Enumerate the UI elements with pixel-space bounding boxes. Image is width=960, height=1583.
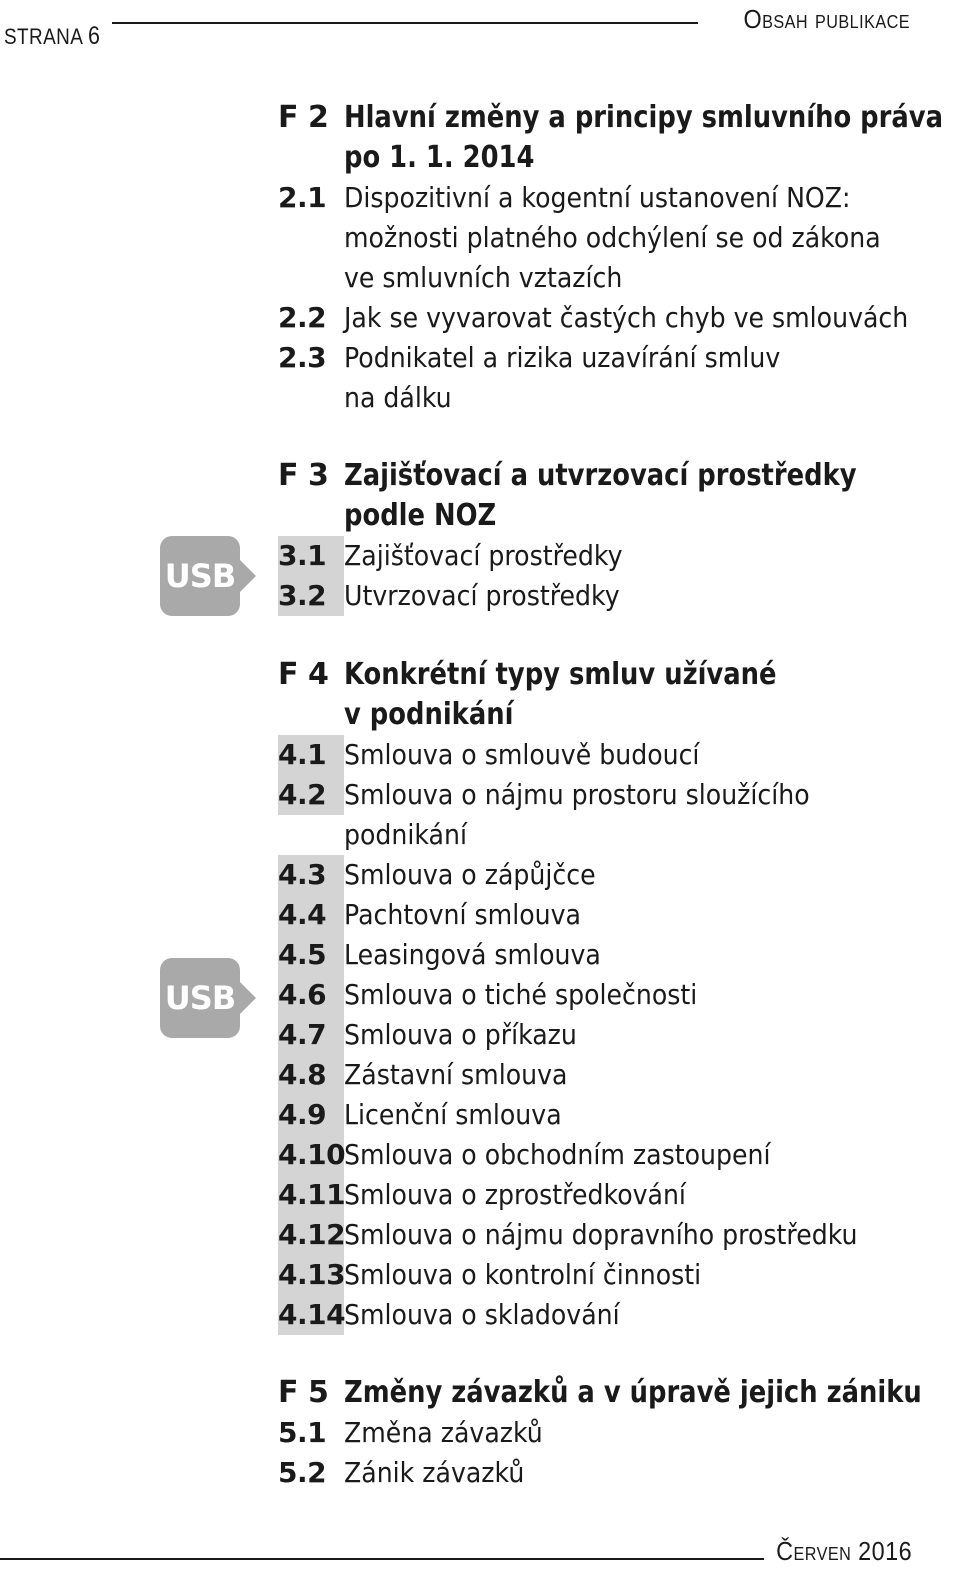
toc-section-f2: [278, 98, 958, 418]
toc-entry-number: 4.3: [278, 855, 344, 895]
toc-entry-number: F 5: [278, 1375, 329, 1410]
toc-entry-title: Utvrzovací prostředky: [344, 579, 620, 612]
toc-chapter-heading: [278, 695, 958, 735]
toc-entry-title: ve smluvních vztazích: [344, 261, 623, 294]
toc-entry-number: 4.2: [278, 775, 344, 815]
toc-entry: [278, 576, 958, 616]
toc-entry-number: F 4: [278, 657, 329, 692]
toc-entry: [278, 178, 958, 218]
toc-section-f4: [278, 655, 958, 1335]
toc-entry: [278, 935, 958, 975]
page-footer: [0, 1530, 960, 1580]
toc-entry-title: Smlouva o tiché společnosti: [344, 978, 698, 1011]
page-label: STRANA: [4, 24, 83, 49]
toc-section-f3: [278, 456, 958, 616]
toc-entry: [278, 1095, 958, 1135]
toc-entry-number: 5.1: [278, 1416, 327, 1449]
running-title: Obsah publikace: [743, 4, 910, 34]
toc-entry-title: Smlouva o nájmu dopravního prostředku: [344, 1218, 858, 1251]
toc-entry: [278, 1295, 958, 1335]
toc-entry-title: Zajišťovací prostředky: [344, 539, 623, 572]
toc-entry-number: 4.10: [278, 1135, 344, 1175]
toc-entry-number: 3.2: [278, 576, 344, 616]
toc-entry: [278, 815, 958, 855]
toc-entry-title: Pachtovní smlouva: [344, 898, 581, 931]
toc-entry-title: Jak se vyvarovat častých chyb ve smlouvách: [344, 301, 909, 334]
toc-entry: [278, 218, 958, 258]
toc-entry-title: podle NOZ: [344, 498, 497, 533]
toc-entry-title: Leasingová smlouva: [344, 938, 601, 971]
toc-entry: [278, 1135, 958, 1175]
toc-entry-title: Zajišťovací a utvrzovací prostředky: [344, 458, 857, 493]
toc-entry: [278, 775, 958, 815]
footer-rule: [0, 1558, 764, 1560]
header-rule: [112, 22, 698, 24]
toc-entry-title: Podnikatel a rizika uzavírání smluv: [344, 341, 781, 374]
toc-entry: [278, 735, 958, 775]
toc-entry-number: F 2: [278, 100, 329, 135]
toc-entry-title: Smlouva o nájmu prostoru sloužícího: [344, 778, 810, 811]
toc-entry-number: 4.5: [278, 935, 344, 975]
toc-entry-title: podnikání: [344, 818, 467, 851]
toc-entry-title: možnosti platného odchýlení se od zákona: [344, 221, 881, 254]
toc-entry-number: 4.1: [278, 735, 344, 775]
toc-entry: [278, 298, 958, 338]
page-header: [0, 4, 960, 64]
usb-badge: USB: [160, 536, 240, 616]
toc-entry: [278, 536, 958, 576]
toc-entry: [278, 1175, 958, 1215]
toc-entry-title: Smlouva o obchodním zastoupení: [344, 1138, 771, 1171]
toc-chapter-heading: [278, 496, 958, 536]
toc-section-f5: [278, 1373, 958, 1493]
toc-entry: [278, 1255, 958, 1295]
toc-entry-number: 2.2: [278, 301, 327, 334]
toc-entry-title: Změna závazků: [344, 1416, 543, 1449]
toc-entry-title: v podnikání: [344, 697, 514, 732]
toc-entry: [278, 1413, 958, 1453]
toc-entry-title: Licenční smlouva: [344, 1098, 562, 1131]
toc-chapter-heading: [278, 138, 958, 178]
toc-entry-title: na dálku: [344, 381, 452, 414]
toc-entry: [278, 975, 958, 1015]
toc-entry: [278, 338, 958, 378]
page-number-value: 6: [87, 22, 101, 50]
toc-entry-title: Smlouva o kontrolní činnosti: [344, 1258, 702, 1291]
toc-entry-title: Smlouva o zprostředkování: [344, 1178, 686, 1211]
toc-entry: [278, 258, 958, 298]
toc-entry: [278, 1055, 958, 1095]
toc-entry-number: 4.14: [278, 1295, 344, 1335]
toc-entry-number: 5.2: [278, 1456, 327, 1489]
toc-entry: [278, 378, 958, 418]
toc-entry-title: Zástavní smlouva: [344, 1058, 568, 1091]
toc-entry-number: 4.13: [278, 1255, 344, 1295]
toc-entry-title: Zánik závazků: [344, 1456, 525, 1489]
toc-entry: [278, 1215, 958, 1255]
toc-entry-number: 4.6: [278, 975, 344, 1015]
toc-entry: [278, 855, 958, 895]
toc-entry-number: 4.7: [278, 1015, 344, 1055]
toc-entry-title: po 1. 1. 2014: [344, 140, 535, 175]
toc-entry-title: Hlavní změny a principy smluvního práva: [344, 100, 944, 135]
toc-entry-title: Změny závazků a v úpravě jejich zániku: [344, 1375, 922, 1410]
toc-entry-number: 4.11: [278, 1175, 344, 1215]
toc-entry: [278, 1015, 958, 1055]
toc-entry-number: 2.1: [278, 181, 327, 214]
toc-entry: [278, 1453, 958, 1493]
toc-entry: [278, 895, 958, 935]
toc-entry-title: Konkrétní typy smluv užívané: [344, 657, 777, 692]
toc-chapter-heading: [278, 98, 958, 138]
toc-entry-number: 2.3: [278, 341, 327, 374]
toc-entry-number: 4.12: [278, 1215, 344, 1255]
toc-entry-number: F 3: [278, 458, 329, 493]
toc-chapter-heading: [278, 655, 958, 695]
toc-entry-title: Smlouva o příkazu: [344, 1018, 577, 1051]
issue-date: Červen 2016: [776, 1536, 912, 1566]
toc-entry-number: 3.1: [278, 536, 344, 576]
toc-chapter-heading: [278, 1373, 958, 1413]
toc-entry-title: Smlouva o smlouvě budoucí: [344, 738, 700, 771]
toc-chapter-heading: [278, 456, 958, 496]
page-number: [4, 22, 100, 51]
toc-entry-title: Smlouva o zápůjčce: [344, 858, 596, 891]
toc-entry-number: 4.8: [278, 1055, 344, 1095]
toc-entry-number: 4.9: [278, 1095, 344, 1135]
toc-entry-title: Smlouva o skladování: [344, 1298, 620, 1331]
toc-entry-number: 4.4: [278, 895, 344, 935]
toc-entry-title: Dispozitivní a kogentní ustanovení NOZ:: [344, 181, 851, 214]
usb-badge: USB: [160, 958, 240, 1038]
